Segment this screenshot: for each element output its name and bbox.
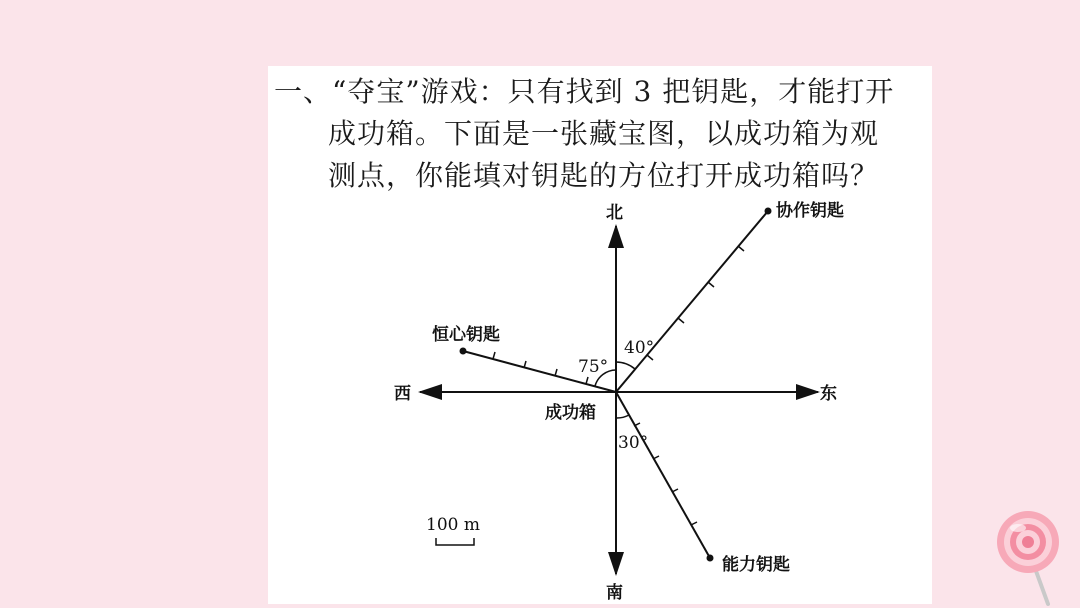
- west-label: 西: [394, 384, 411, 404]
- south-label: 南: [606, 583, 623, 603]
- xiezuo-ray: [616, 211, 768, 392]
- center-label: 成功箱: [545, 403, 596, 423]
- hengxin-ticks: [493, 352, 588, 384]
- scale-label: 100 m: [426, 515, 480, 535]
- east-label: 东: [820, 384, 837, 404]
- xiezuo-angle-arc: [616, 362, 635, 369]
- nengli-label: 能力钥匙: [722, 555, 790, 575]
- north-label: 北: [606, 203, 623, 223]
- hengxin-label: 恒心钥匙: [432, 325, 500, 345]
- lollipop-icon: [994, 510, 1066, 608]
- nengli-angle-label: 30°: [618, 433, 649, 453]
- hengxin-angle-label: 75°: [578, 357, 609, 377]
- hengxin-point: [460, 348, 467, 355]
- question-card: [268, 66, 932, 604]
- question-line-2: 成功箱。下面是一张藏宝图，以成功箱为观: [328, 117, 880, 150]
- question-line-1: 一、“夺宝”游戏：只有找到 3 把钥匙，才能打开: [274, 75, 895, 108]
- xiezuo-angle-label: 40°: [624, 338, 655, 358]
- nengli-angle-arc: [616, 415, 629, 418]
- nengli-point: [707, 555, 714, 562]
- xiezuo-ticks: [647, 246, 744, 360]
- treasure-map-diagram: [268, 66, 932, 604]
- question-line-3: 测点，你能填对钥匙的方位打开成功箱吗？: [328, 159, 880, 192]
- xiezuo-point: [765, 208, 772, 215]
- scale-bar: [436, 538, 474, 545]
- xiezuo-label: 协作钥匙: [776, 201, 844, 221]
- nengli-ray: [616, 392, 710, 558]
